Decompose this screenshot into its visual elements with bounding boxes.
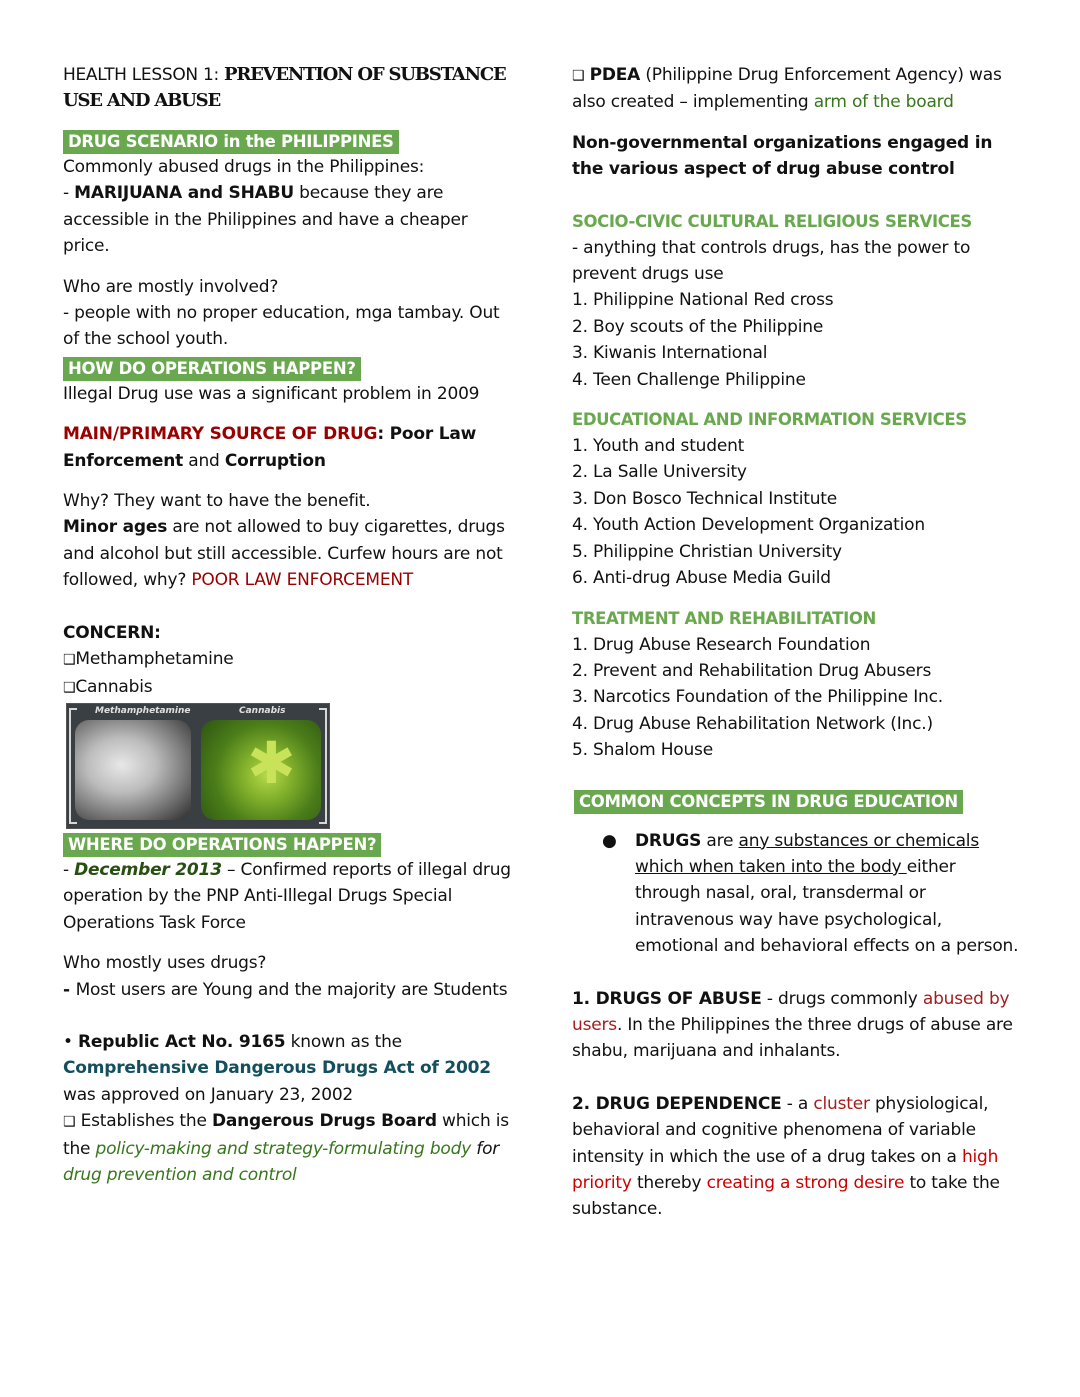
concern-item-label: Methamphetamine <box>75 649 234 670</box>
list-item: 4. Drug Abuse Rehabilitation Network (Inc.) <box>572 713 933 734</box>
drugs-comparison-image <box>66 703 330 829</box>
drugs-term: DRUGS <box>635 830 702 851</box>
where-operations-detail: – Confirmed reports of illegal drug operation by the PNP Anti-Illegal Drugs Special Operations Task Force <box>63 859 511 933</box>
bullet-icon: • <box>63 1031 79 1052</box>
list-item: 1. Youth and student <box>572 436 745 457</box>
dangerous-drugs-board: Dangerous Drugs Board <box>211 1111 437 1132</box>
act-number: Republic Act No. 9165 <box>78 1031 286 1052</box>
drugs-of-abuse-highlight: abused by users <box>572 988 1010 1035</box>
pdea-acronym: PDEA <box>589 65 641 85</box>
checkbox-icon: ❑ <box>63 1114 76 1131</box>
drugs-underlined: any substances or chemicals which when taken into the body <box>635 830 979 877</box>
checkbox-icon: ❑ <box>63 679 76 696</box>
drugs-of-abuse-dash: - drugs commonly <box>761 988 923 1009</box>
pdea-text <box>572 62 1022 116</box>
title-prefix: HEALTH LESSON 1: <box>63 65 224 85</box>
right-column <box>572 62 1022 1223</box>
board-text <box>63 1108 513 1188</box>
treatment-section <box>572 606 1022 764</box>
concern-item-label: Cannabis <box>75 676 153 697</box>
list-item: 6. Anti-drug Abuse Media Guild <box>572 568 831 589</box>
who-uses-section <box>63 950 513 1003</box>
who-uses-question: Who mostly uses drugs? <box>63 953 267 974</box>
cause-poor-law: Poor Law Enforcement <box>63 424 477 471</box>
socio-civic-section <box>572 209 1022 393</box>
left-column <box>63 62 513 1188</box>
list-item: 3. Narcotics Foundation of the Philippine Inc. <box>572 687 943 708</box>
ngo-intro: Non-governmental organizations engaged in the various aspect of drug abuse control <box>572 132 993 180</box>
who-involved-answer: - people with no proper education, mga tambay. Out of the school youth. <box>63 303 500 350</box>
drugs-of-abuse <box>572 986 1022 1065</box>
who-uses-answer <box>63 977 513 1003</box>
and-text: and <box>183 450 225 471</box>
minor-ages: Minor ages <box>63 517 168 538</box>
are-text: are <box>701 830 739 851</box>
where-operations-heading: WHERE DO OPERATIONS HAPPEN? <box>63 833 381 857</box>
republic-act-section <box>63 1029 513 1188</box>
who-involved-section <box>63 274 513 353</box>
pdea-role: arm of the board <box>813 92 954 113</box>
where-operations-text <box>63 857 513 936</box>
dash: - <box>63 183 75 204</box>
drug-dependence-term: 2. DRUG DEPENDENCE <box>572 1093 782 1114</box>
list-item: 2. Boy scouts of the Philippine <box>572 316 824 337</box>
why-body <box>63 514 513 593</box>
who-uses-answer-text: Most users are Young and the majority are Students <box>75 979 508 1000</box>
common-concepts-section <box>572 790 1022 1223</box>
educational-section <box>572 407 1022 591</box>
how-operations-heading: HOW DO OPERATIONS HAPPEN? <box>63 357 361 381</box>
list-item: 4. Teen Challenge Philippine <box>572 369 806 390</box>
list-item: 1. Philippine National Red cross <box>572 290 834 311</box>
dash: - <box>63 859 75 880</box>
title-main: PREVENTION OF SUBSTANCE USE AND ABUSE <box>63 64 506 111</box>
where-operations-section <box>63 833 513 936</box>
concern-heading: CONCERN: <box>63 622 161 643</box>
page-title <box>63 62 513 114</box>
minor-rest: are not allowed to buy cigarettes, drugs and alcohol but still accessible. Curfew hours are not followed, why? <box>63 517 505 591</box>
cluster-highlight: cluster <box>813 1093 870 1114</box>
educational-heading: EDUCATIONAL AND INFORMATION SERVICES <box>572 410 967 430</box>
dash: - <box>63 979 76 1000</box>
known-as: known as the <box>285 1031 402 1052</box>
for-text: for <box>471 1138 500 1159</box>
checkbox-icon: ❑ <box>63 652 76 669</box>
colon: : <box>377 424 390 445</box>
drug-dependence-mid1: physiological, behavioral and cognitive phenomena of variable intensity in which the use of a drug takes on a <box>572 1093 989 1167</box>
republic-act-text <box>63 1029 513 1108</box>
treatment-heading: TREATMENT AND REHABILITATION <box>572 608 876 628</box>
how-operations-text: Illegal Drug use was a significant problem in 2009 <box>63 383 480 404</box>
main-source <box>63 421 513 474</box>
cause-corruption: Corruption <box>224 450 326 471</box>
cannabis-leaf-icon: ✱ <box>247 728 296 797</box>
which-is: which is the <box>63 1111 509 1159</box>
why-line1: Why? They want to have the benefit. <box>63 491 371 512</box>
list-item: 4. Youth Action Development Organization <box>572 515 925 536</box>
drugs-rest: either through nasal, oral, transdermal or intravenous way have psychological, emotional and behavioral effects on a person. <box>635 856 1019 957</box>
poor-law-answer: POOR LAW ENFORCEMENT <box>191 570 414 591</box>
list-item: 3. Kiwanis International <box>572 343 768 364</box>
list-item: 2. Prevent and Rehabilitation Drug Abusers <box>572 660 932 681</box>
list-item: 2. La Salle University <box>572 462 747 483</box>
drugs-bold: MARIJUANA and SHABU <box>74 183 294 204</box>
image-label-meth: Methamphetamine <box>95 705 191 716</box>
list-item: 1. Drug Abuse Research Foundation <box>572 634 871 655</box>
thereby-text: thereby <box>631 1173 707 1193</box>
methamphetamine-photo <box>75 720 191 820</box>
drugs-rest: because they are accessible in the Philippines and have a cheaper price. <box>63 183 468 257</box>
concern-item <box>63 646 513 673</box>
drug-scenario-intro: Commonly abused drugs in the Philippines: <box>63 157 425 177</box>
drug-scenario-section <box>63 130 513 260</box>
date-december-2013: December 2013 <box>74 859 222 880</box>
drug-dependence <box>572 1091 1022 1223</box>
drug-scenario-heading: DRUG SCENARIO in the PHILIPPINES <box>63 130 399 154</box>
policy-text: policy-making and strategy-formulating body <box>95 1138 472 1159</box>
bullet-icon: ● <box>602 830 617 851</box>
pdea-description: (Philippine Drug Enforcement Agency) was also created – implementing <box>572 65 1002 113</box>
strong-desire-highlight: creating a strong desire <box>706 1173 905 1193</box>
list-item: 5. Philippine Christian University <box>572 541 842 562</box>
drug-scenario-body <box>63 180 513 259</box>
main-source-label: MAIN/PRIMARY SOURCE OF DRUG <box>63 424 378 445</box>
checkbox-icon: ❑ <box>572 68 585 84</box>
approved-date: was approved on January 23, 2002 <box>63 1084 354 1105</box>
drugs-definition-text <box>635 828 1022 960</box>
image-label-cannabis: Cannabis <box>239 705 286 716</box>
socio-civic-heading: SOCIO-CIVIC CULTURAL RELIGIOUS SERVICES <box>572 211 972 231</box>
drugs-definition <box>602 828 1022 960</box>
concern-item <box>63 674 513 701</box>
list-item: 5. Shalom House <box>572 740 713 761</box>
why-section <box>63 488 513 594</box>
how-operations-section <box>63 357 513 407</box>
drug-dependence-dash: - a <box>781 1093 814 1114</box>
who-involved-question: Who are mostly involved? <box>63 276 279 297</box>
drugs-of-abuse-rest: . In the Philippines the three drugs of abuse are shabu, marijuana and inhalants. <box>572 1014 1013 1062</box>
high-priority-highlight: high priority <box>572 1146 999 1193</box>
common-concepts-heading: COMMON CONCEPTS IN DRUG EDUCATION <box>574 790 963 814</box>
establishes: Establishes the <box>75 1111 212 1132</box>
purpose-text: drug prevention and control <box>63 1164 297 1185</box>
concern-section <box>63 620 513 829</box>
socio-civic-description: - anything that controls drugs, has the power to prevent drugs use <box>572 237 971 285</box>
act-name: Comprehensive Dangerous Drugs Act of 2002 <box>63 1058 491 1079</box>
list-item: 3. Don Bosco Technical Institute <box>572 488 838 509</box>
drugs-of-abuse-term: 1. DRUGS OF ABUSE <box>572 988 762 1009</box>
drug-dependence-end: to take the substance. <box>572 1173 1000 1220</box>
